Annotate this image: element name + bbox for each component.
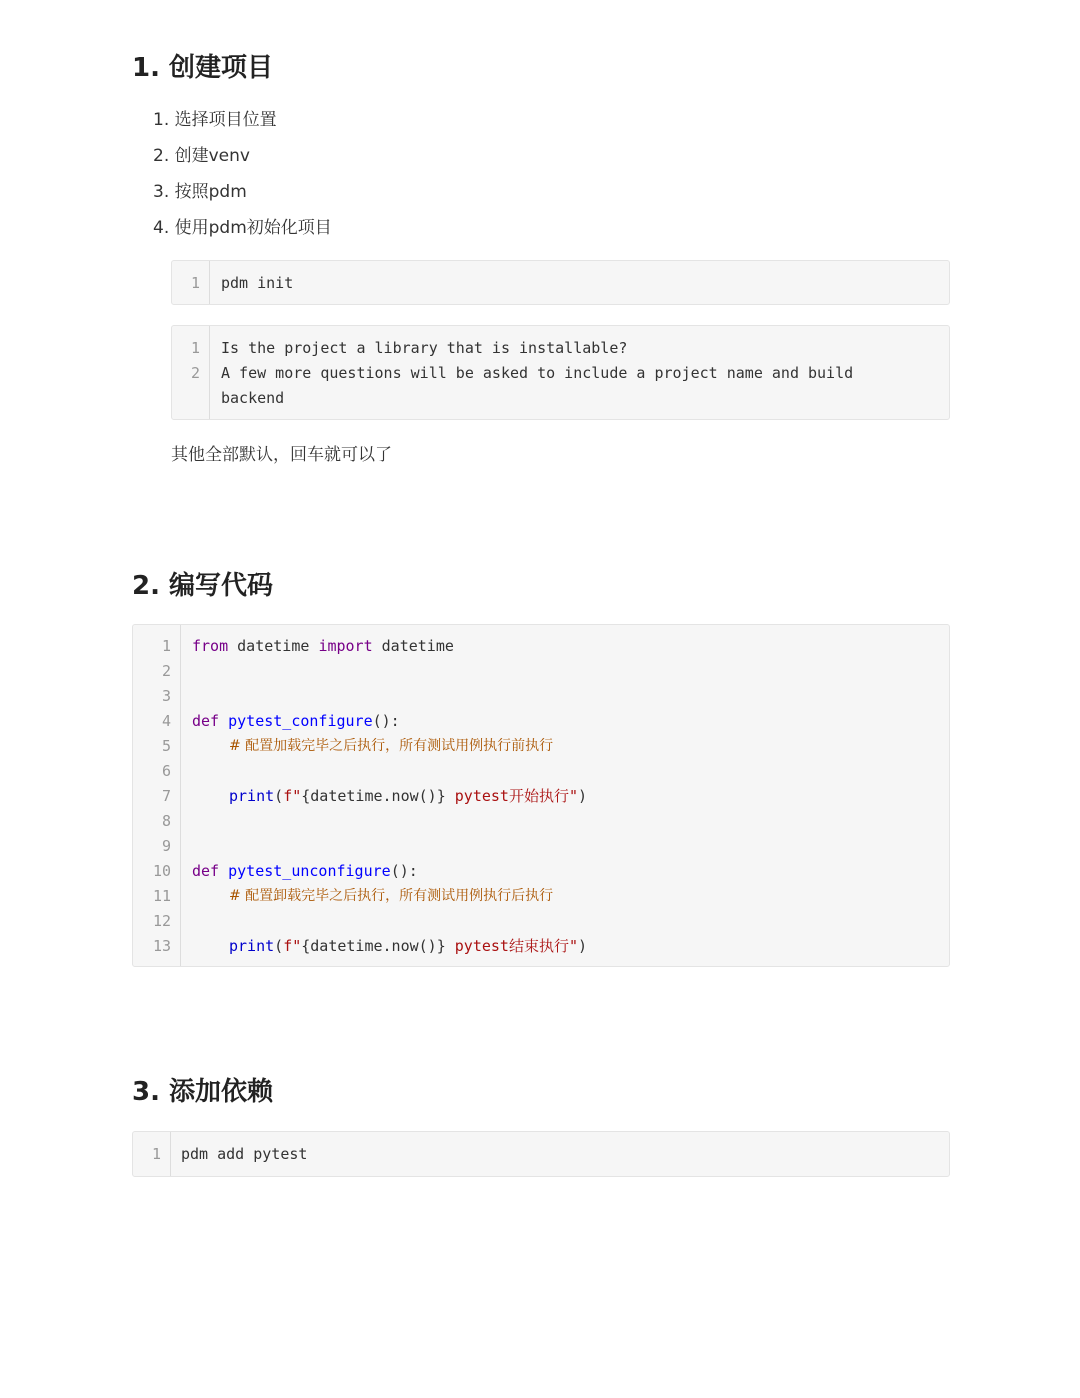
code-line <box>133 684 949 709</box>
code-text <box>192 634 454 659</box>
keyword: import <box>318 637 373 655</box>
code-token: (): <box>390 862 418 880</box>
code-text: A few more questions will be asked to include a project name and build <box>221 364 854 382</box>
function-name: pytest_unconfigure <box>228 862 391 880</box>
code-line <box>133 834 949 859</box>
code-line <box>133 884 949 909</box>
section-heading-write-code: 2. 编写代码 <box>132 571 274 601</box>
code-line <box>133 709 949 734</box>
string-literal: pytest开始执行" <box>445 787 578 805</box>
line-number: 9 <box>161 837 171 855</box>
code-line <box>133 909 949 934</box>
function-name: pytest_configure <box>228 712 373 730</box>
code-token: ( <box>274 787 284 805</box>
line-number: 11 <box>152 887 171 905</box>
code-text: pdm init <box>221 274 294 292</box>
line-number: 8 <box>161 812 171 830</box>
line-number: 5 <box>161 737 171 755</box>
code-text <box>229 784 587 809</box>
keyword: def <box>192 862 220 880</box>
code-line <box>133 734 949 759</box>
line-number: 4 <box>161 712 171 730</box>
builtin-function: print <box>229 787 275 805</box>
code-block-pdm-output[interactable] <box>171 325 950 420</box>
section-heading-add-dependency: 3. 添加依赖 <box>132 1077 274 1107</box>
code-line <box>172 361 949 386</box>
code-block-python[interactable] <box>132 624 950 967</box>
code-line <box>172 336 949 361</box>
code-line <box>172 271 949 296</box>
line-number: 10 <box>152 862 171 880</box>
code-token: {datetime.now()} <box>301 937 446 955</box>
string-literal: f" <box>283 937 302 955</box>
code-token: ( <box>274 937 284 955</box>
code-text <box>229 934 587 959</box>
line-number: 13 <box>152 937 171 955</box>
code-token: ) <box>578 787 588 805</box>
line-number: 12 <box>152 912 171 930</box>
code-token: (): <box>372 712 400 730</box>
code-line <box>133 859 949 884</box>
code-comment: # 配置加载完毕之后执行，所有测试用例执行前执行 <box>229 738 554 754</box>
code-line <box>133 934 949 959</box>
code-text: backend <box>221 389 285 407</box>
code-line <box>133 809 949 834</box>
keyword: from <box>192 637 229 655</box>
code-token: ) <box>578 937 588 955</box>
note-text: 其他全部默认，回车就可以了 <box>171 445 392 465</box>
line-number: 2 <box>161 662 171 680</box>
steps-list <box>153 102 332 246</box>
code-token: datetime <box>372 637 454 655</box>
code-line <box>133 659 949 684</box>
code-line <box>133 759 949 784</box>
keyword: def <box>192 712 220 730</box>
string-literal: pytest结束执行" <box>445 937 578 955</box>
code-text: pdm add pytest <box>181 1145 308 1163</box>
code-comment: # 配置卸载完毕之后执行，所有测试用例执行后执行 <box>229 888 554 904</box>
line-number: 7 <box>161 787 171 805</box>
list-item: 3. 按照pdm <box>153 182 247 202</box>
code-text <box>192 859 418 884</box>
code-token: {datetime.now()} <box>301 787 446 805</box>
line-number: 6 <box>161 762 171 780</box>
code-line <box>172 386 949 411</box>
string-literal: f" <box>283 787 302 805</box>
line-number: 2 <box>190 364 200 382</box>
builtin-function: print <box>229 937 275 955</box>
code-line <box>133 634 949 659</box>
code-token: datetime <box>228 637 319 655</box>
list-item: 4. 使用pdm初始化项目 <box>153 218 332 238</box>
code-block-pdm-init[interactable] <box>171 260 950 305</box>
line-number: 1 <box>151 1145 161 1163</box>
code-block-pdm-add[interactable] <box>132 1131 950 1177</box>
line-number: 1 <box>190 274 200 292</box>
code-line <box>133 1142 949 1167</box>
line-number: 3 <box>161 687 171 705</box>
line-number: 1 <box>190 339 200 357</box>
list-item: 2. 创建venv <box>153 146 250 166</box>
line-number: 1 <box>161 637 171 655</box>
code-line <box>133 784 949 809</box>
code-text <box>192 709 400 734</box>
list-item: 1. 选择项目位置 <box>153 110 277 130</box>
section-heading-create-project: 1. 创建项目 <box>132 53 274 83</box>
code-text: Is the project a library that is installable? <box>221 339 628 357</box>
